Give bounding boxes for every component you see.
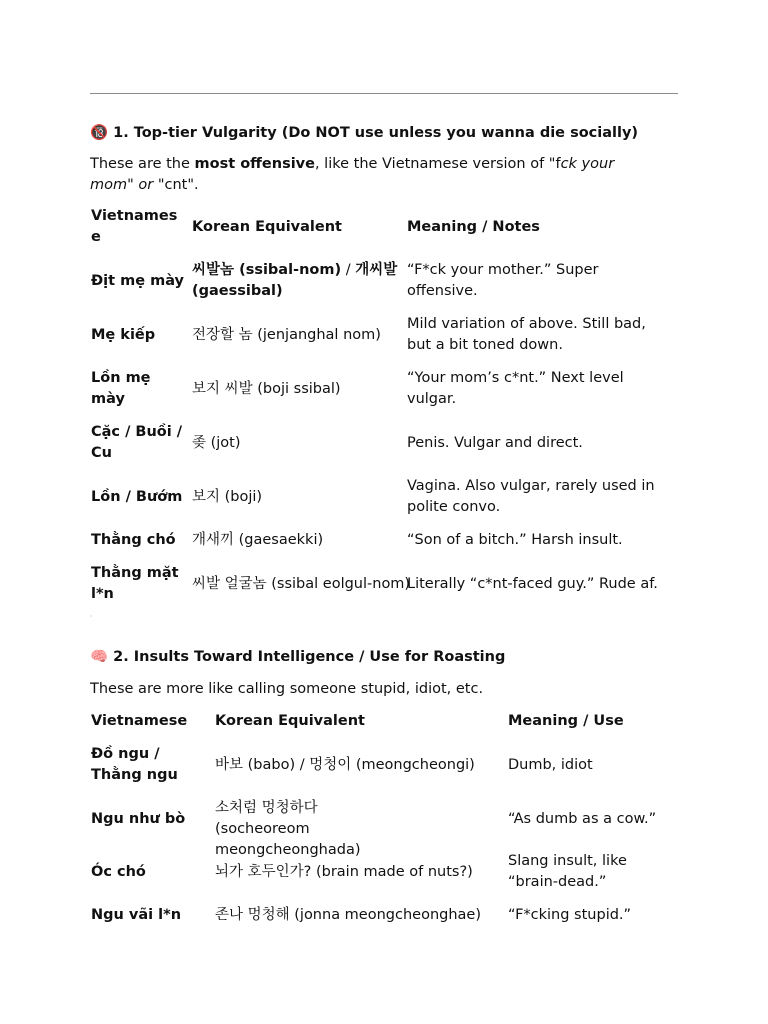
table2-row-vietnamese: Ngu như bò (91, 811, 186, 827)
table1-row-meaning: Penis. Vulgar and direct. (407, 435, 583, 451)
table1-row-korean: 씨발 얼굴놈 (ssibal eolgul-nom) (192, 576, 411, 592)
table1-header-korean: Korean Equivalent (192, 219, 342, 235)
table1-row-vietnamese: Mẹ kiếp (91, 327, 156, 343)
korean-bold-term: 씨발놈 (ssibal-nom) (192, 262, 342, 278)
table2-row-korean: 뇌가 호두인가? (brain made of nuts?) (215, 864, 473, 880)
table1-row-meaning: “Son of a bitch.” Harsh insult. (407, 532, 623, 548)
intro-italic: ck your mom" or (90, 156, 615, 193)
intro-text-end: "cnt". (153, 177, 199, 193)
table1-row-vietnamese: Địt mẹ mày (91, 273, 184, 289)
table2-row-vietnamese: Óc chó (91, 864, 146, 880)
korean-separator: / (341, 262, 356, 278)
table2-header-meaning: Meaning / Use (508, 713, 624, 729)
table1-header-vietnamese: Vietnamese (91, 208, 178, 245)
table1-row-vietnamese: Cặc / Buồi / Cu (91, 424, 183, 461)
table1-row-vietnamese: Lồn / Bướm (91, 489, 183, 505)
intro-text: These are the (90, 156, 195, 172)
table1-row-korean: 전장할 놈 (jenjanghal nom) (192, 327, 381, 343)
table2-row-meaning: “As dumb as a cow.” (508, 811, 657, 827)
table1-row-korean (192, 260, 402, 302)
table1-row-meaning: Mild variation of above. Still bad, but a bit toned down. (407, 316, 646, 353)
table2-row-meaning: “F*cking stupid.” (508, 907, 632, 923)
table1-row-korean: 개새끼 (gaesaekki) (192, 532, 324, 548)
table2-row-vietnamese: Đồ ngu / Thằng ngu (91, 746, 178, 783)
intro-text-mid: , like the Vietnamese version of "f (314, 156, 561, 172)
table2-header-vietnamese: Vietnamese (91, 713, 188, 729)
table2-row-meaning: Slang insult, like “brain-dead.” (508, 853, 627, 890)
table1-row-meaning: “F*ck your mother.” Super offensive. (407, 262, 599, 299)
table1-row-korean: 좆 (jot) (192, 435, 241, 451)
table1-row-meaning: Literally “c*nt-faced guy.” Rude af. (407, 576, 658, 592)
section-1-intro (90, 154, 650, 196)
table1-header-meaning: Meaning / Notes (407, 219, 540, 235)
table2-header-korean: Korean Equivalent (215, 713, 365, 729)
table2-row-korean: 소처럼 멍청하다 (socheoreom meongcheonghada) (215, 800, 361, 858)
separator-dot: · (90, 612, 93, 621)
table1-row-korean: 보지 씨발 (boji ssibal) (192, 381, 341, 397)
table2-row-meaning: Dumb, idiot (508, 757, 593, 773)
horizontal-rule (90, 93, 678, 94)
table1-row-meaning: “Your mom’s c*nt.” Next level vulgar. (407, 370, 624, 407)
section-2-intro: These are more like calling someone stupid, idiot, etc. (90, 681, 484, 697)
table2-row-korean: 존나 멍청해 (jonna meongcheonghae) (215, 907, 481, 923)
table2-row-korean: 바보 (babo) / 멍청이 (meongcheongi) (215, 757, 475, 773)
table1-row-vietnamese: Lồn mẹ mày (91, 370, 151, 407)
table1-row-meaning: Vagina. Also vulgar, rarely used in polite convo. (407, 478, 655, 515)
table2-row-vietnamese: Ngu vãi l*n (91, 907, 182, 923)
table1-row-vietnamese: Thằng chó (91, 532, 176, 548)
table1-row-korean: 보지 (boji) (192, 489, 263, 505)
section-2-title: 🧠 2. Insults Toward Intelligence / Use for Roasting (90, 649, 506, 665)
korean-bold-term: 개씨발 (gaessibal) (192, 262, 398, 299)
section-1-title: 🔞 1. Top-tier Vulgarity (Do NOT use unless you wanna die socially) (90, 125, 639, 141)
table1-row-vietnamese: Thằng mặt l*n (91, 565, 179, 602)
intro-bold: most offensive (194, 156, 315, 172)
